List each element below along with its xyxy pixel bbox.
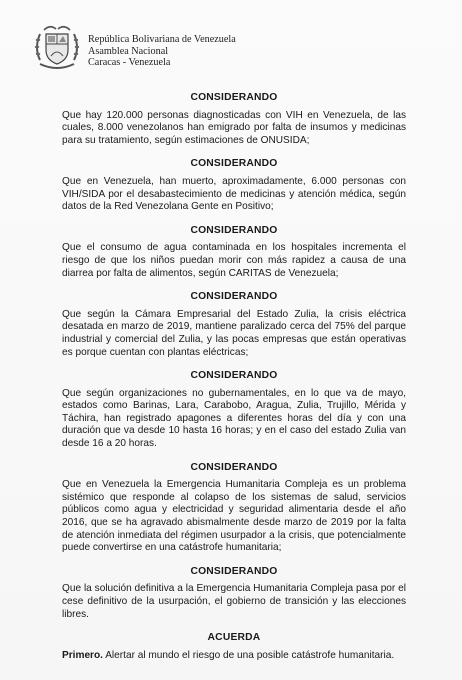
section-heading: CONSIDERANDO bbox=[190, 370, 278, 382]
section-heading: CONSIDERANDO bbox=[190, 224, 278, 236]
section-paragraph: Que en Venezuela la Emergencia Humanitaria Compleja es un problema sistémico que responde al colapso de los sistemas de salud, servicios públicos como agua y electricidad y seguridad alimentaria desde el año 2016, que se ha agravado abismalmente desde marzo de 2019 por la falta de atención inmediata del régimen usurpador a la crisis, que potencialmente puede convertirse en una catástrofe humanitaria; bbox=[62, 479, 406, 554]
letterhead-line-republic: República Bolivariana de Venezuela bbox=[88, 34, 236, 45]
acuerda-first-label: Primero. bbox=[62, 649, 103, 661]
section-paragraph: Que la solución definitiva a la Emergencia Humanitaria Compleja pasa por el cese definitivo de la usurpación, el gobierno de transición y las elecciones libres. bbox=[62, 583, 406, 620]
section bbox=[62, 158, 406, 213]
acuerda-heading: ACUERDA bbox=[207, 632, 261, 644]
section-paragraph: Que según la Cámara Empresarial del Estado Zulia, la crisis eléctrica desatada en marzo de 2019, mantiene paralizado cerca del 75% del parque industrial y comercial del Zulia, y las pocas empresas que están operativas es porque cuentan con plantas eléctricas; bbox=[62, 308, 406, 358]
letterhead-line-assembly: Asamblea Nacional bbox=[88, 45, 169, 57]
section-paragraph: Que en Venezuela, han muerto, aproximadamente, 6.000 personas con VIH/SIDA por el desabastecimiento de medicinas y atención médica, según datos de la Red Venezolana Gente en Positivo; bbox=[62, 175, 406, 213]
letterhead-line-city: Caracas - Venezuela bbox=[88, 57, 171, 68]
section bbox=[62, 92, 406, 147]
letterhead bbox=[30, 20, 430, 80]
section bbox=[62, 370, 406, 451]
section-heading: CONSIDERANDO bbox=[190, 461, 278, 473]
section-heading: CONSIDERANDO bbox=[190, 92, 278, 103]
section-paragraph: Que según organizaciones no gubernamentales, en lo que va de mayo, estados como Barinas, Lara, Carabobo, Aragua, Zulia, Trujillo, Mérida y Táchira, han registrado apagones a diferentes horas del día y con una duración que va desde 10 hasta 16 horas; y en el caso del estado Zulia van desde 16 a 20 horas. bbox=[62, 387, 406, 450]
acuerda-first-text: Alertar al mundo el riesgo de una posible catástrofe humanitaria. bbox=[102, 649, 395, 661]
letterhead-text bbox=[88, 34, 236, 69]
section-heading: CONSIDERANDO bbox=[190, 565, 278, 577]
section bbox=[62, 566, 406, 621]
section-heading: CONSIDERANDO bbox=[190, 158, 278, 170]
section bbox=[62, 462, 406, 555]
document-body bbox=[62, 92, 406, 673]
section-paragraph: Que hay 120.000 personas diagnosticadas con VIH en Venezuela, de las cuales, 8.000 venezolanos han emigrado por falta de insumos y medicinas para su tratamiento, según estimaciones de ONUSIDA; bbox=[62, 109, 406, 146]
section-paragraph: Que el consumo de agua contaminada en los hospitales incrementa el riesgo de que los niños puedan morir con más rapidez a causa de una diarrea por falta de alimentos, según CARITAS de Venezuela; bbox=[62, 242, 406, 279]
coat-of-arms-seal-icon bbox=[30, 20, 84, 74]
section-heading: CONSIDERANDO bbox=[190, 291, 278, 303]
acuerda-first-point bbox=[62, 650, 406, 663]
section bbox=[62, 225, 406, 280]
section bbox=[62, 291, 406, 359]
acuerda-section bbox=[62, 632, 406, 662]
